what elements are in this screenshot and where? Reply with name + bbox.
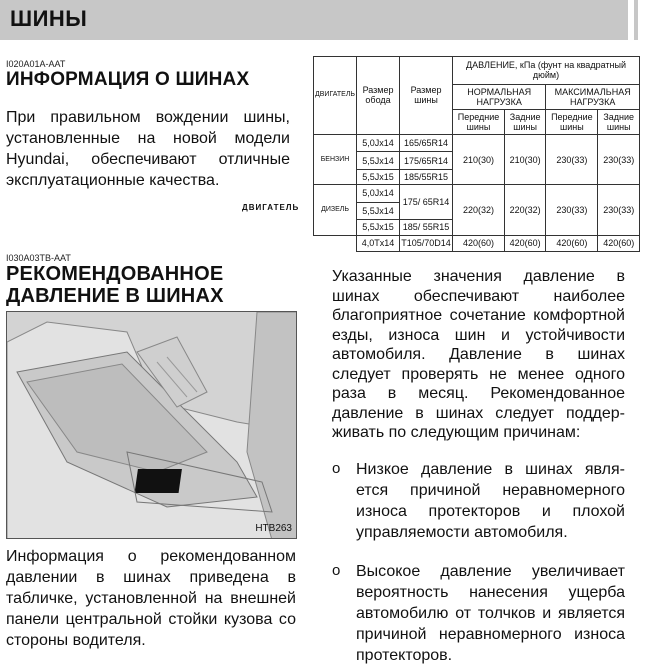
- table-cell: 4,0Tx14: [357, 235, 400, 251]
- bullet-marker: o: [332, 460, 341, 477]
- table-cell: 420(60): [504, 235, 545, 251]
- table-head-rear: Задние шины: [504, 110, 545, 135]
- tire-pressure-table: [313, 56, 640, 252]
- table-head-engine: ДВИГАТЕЛЬ: [314, 57, 357, 135]
- table-cell: 5,5Jx15: [357, 220, 400, 235]
- intro-text: Указанные значения давление в шинах обеспечивают наиболее благоприятное сочетание комфортной езды, износа шин и устойчивости автомобиля. Давление в шинах следует проверять не менее одного раза в месяц. Рекомендованное давление в шинах следует поддер-живать по следующим причинам:: [332, 268, 625, 441]
- table-cell: 220(32): [504, 185, 545, 235]
- table-head-front: Передние шины: [453, 110, 505, 135]
- photo-caption: Информация о рекомендованном давлении в шинах приведена в табличке, установленной на внешней панели центральной стойки кузова со стороны водителя.: [6, 548, 296, 649]
- bullet-low-pressure: Низкое давление в шинах явля-ется причиной неравномерного износа протекторов и плохой управляемости автомобиля.: [356, 461, 625, 541]
- table-head-front: Передние шины: [546, 110, 598, 135]
- table-engine-petrol: БЕНЗИН: [314, 134, 357, 184]
- table-head-pressure: ДАВЛЕНИЕ, кПа (фунт на квадратный дюйм): [453, 57, 640, 85]
- section-code: I030A03TB-AAT: [6, 253, 71, 263]
- table-cell: 230(33): [546, 134, 598, 184]
- table-cell: 185/55R15: [400, 169, 453, 184]
- table-cell: 210(30): [453, 134, 505, 184]
- photo-label: HTB263: [255, 523, 292, 534]
- table-cell: 230(33): [546, 185, 598, 235]
- table-cell: 185/ 55R15: [400, 220, 453, 235]
- table-head-normal: НОРМАЛЬНАЯ НАГРУЗКА: [453, 84, 546, 110]
- table-cell: 420(60): [598, 235, 640, 251]
- bullet-high-pressure: Высокое давление увеличивает вероятность нанесения ущерба автомобилю от толчков и является причиной неравномерного износа протекторов.: [356, 563, 625, 664]
- door-pillar-photo: [6, 311, 297, 539]
- table-cell: 5,0Jx14: [357, 185, 400, 202]
- header-bar: [0, 0, 650, 40]
- table-engine-diesel: ДИЗЕЛЬ: [314, 185, 357, 235]
- table-cell: 5,5Jx14: [357, 202, 400, 219]
- table-head-rear: Задние шины: [598, 110, 640, 135]
- table-cell: 5,5Jx15: [357, 169, 400, 184]
- table-cell: 175/ 65R14: [400, 185, 453, 220]
- table-head-rim: Размер обода: [357, 57, 400, 135]
- section-title-line2: ДАВЛЕНИЕ В ШИНАХ: [6, 285, 224, 307]
- table-cell: 420(60): [453, 235, 505, 251]
- section-code: I020A01A-AAT: [6, 59, 66, 69]
- section-body: При правильном вождении шины, установленные на новой модели Hyundai, обеспечивают отличные эксплуатационные качества.: [6, 109, 290, 189]
- bullet-marker: o: [332, 562, 341, 579]
- page-title: ШИНЫ: [10, 6, 88, 31]
- table-cell: T105/70D14: [400, 235, 453, 251]
- table-cell: 165/65R14: [400, 134, 453, 151]
- table-cell: 230(33): [598, 134, 640, 184]
- table-cell: 175/65R14: [400, 152, 453, 169]
- table-cell: 5,0Jx14: [357, 134, 400, 151]
- table-head-tire: Размер шины: [400, 57, 453, 135]
- table-cell: 230(33): [598, 185, 640, 235]
- table-cell-blank: [314, 235, 357, 251]
- section-title: ИНФОРМАЦИЯ О ШИНАХ: [6, 69, 250, 90]
- table-cell: 220(32): [453, 185, 505, 235]
- header-tab-marker: [628, 0, 650, 40]
- section-title-line1: РЕКОМЕНДОВАННОЕ: [6, 263, 224, 285]
- door-pillar-illustration: [7, 312, 297, 539]
- table-cell: 210(30): [504, 134, 545, 184]
- table-head-max: МАКСИМАЛЬНАЯ НАГРУЗКА: [546, 84, 640, 110]
- table-caption: ДВИГАТЕЛЬ: [242, 203, 300, 212]
- table-cell: 5,5Jx14: [357, 152, 400, 169]
- table-cell: 420(60): [546, 235, 598, 251]
